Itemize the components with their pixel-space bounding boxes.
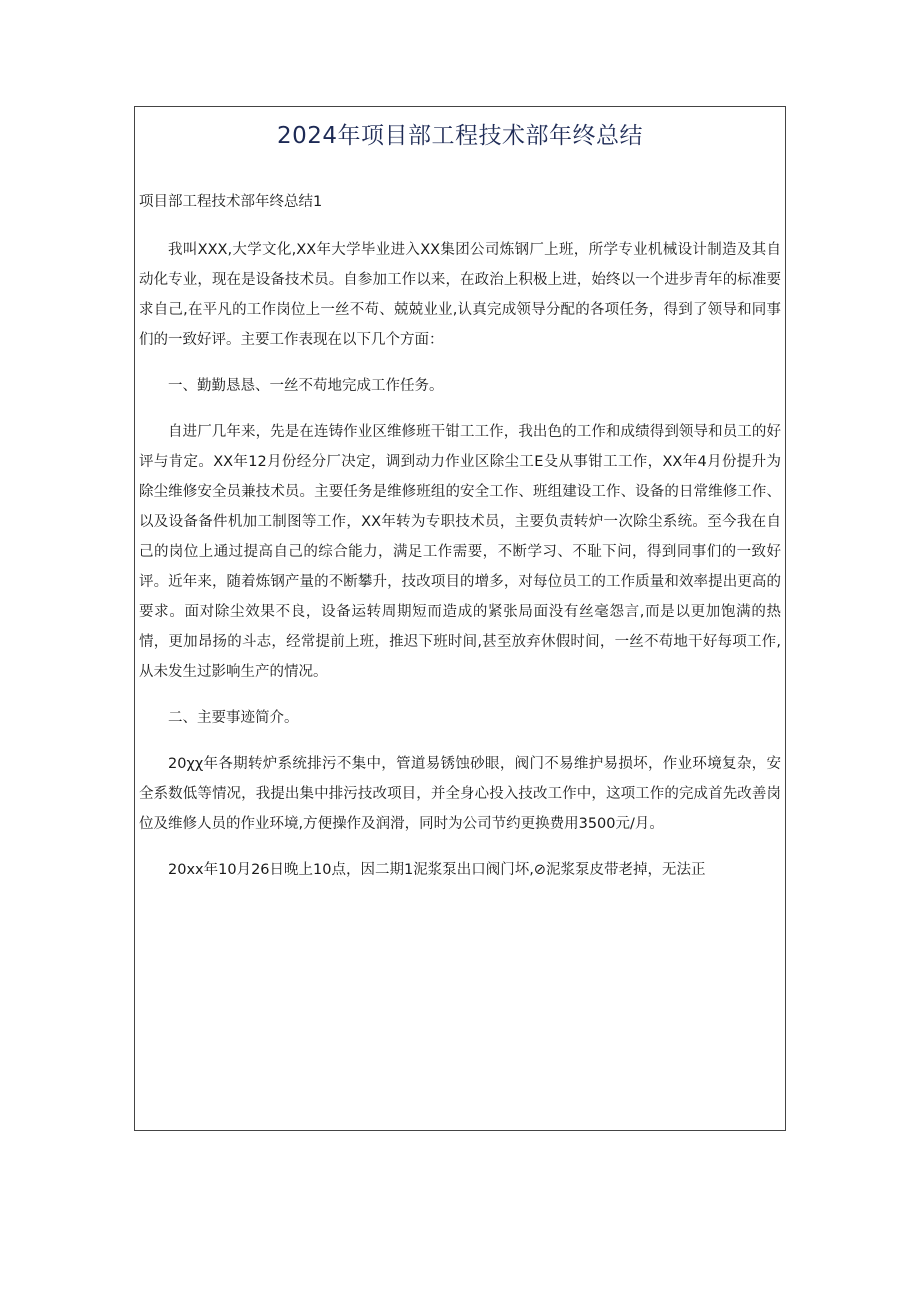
paragraph-drainage-project: 20χχ年各期转炉系统排污不集中，管道易锈蚀砂眼，阀门不易维护易损坏，作业环境复杂，安全系数低等情况，我提出集中排污技改项目，并全身心投入技改工作中，这项工作的完成首先改善岗位及维修人员的作业环境,方便操作及润滑，同时为公司节约更换费用3500元/月。	[139, 756, 781, 832]
section-title: 项目部工程技术部年终总结1	[139, 194, 323, 210]
document-page	[134, 106, 786, 1131]
paragraph-work-history: 自进厂几年来，先是在连铸作业区维修班干钳工工作，我出色的工作和成绩得到领导和员工的好评与肯定。XX年12月份经分厂决定，调到动力作业区除尘工E殳从事钳工工作，XX年4月份提升为除尘维修安全员兼技术员。主要任务是维修班组的安全工作、班组建设工作、设备的日常维修工作、以及设备备件机加工制图等工作，XX年转为专职技术员，主要负责转炉一次除尘系统。至今我在自己的岗位上通过提高自己的综合能力，满足工作需要，不断学习、不耻下问，得到同事们的一致好评。近年来，随着炼钢产量的不断攀升，技改项目的增多，对每位员工的工作质量和效率提出更高的要求。面对除尘效果不良，设备运转周期短而造成的紧张局面没有丝毫怨言,而是以更加饱满的热情，更加昂扬的斗志，经常提前上班，推迟下班时间,甚至放弃休假时间，一丝不苟地干好每项工作,从未发生过影响生产的情况。	[139, 424, 781, 680]
paragraph-intro: 我叫XXX,大学文化,XX年大学毕业进入XX集团公司炼钢厂上班，所学专业机械设计制造及其自动化专业，现在是设备技术员。自参加工作以来，在政治上积极上进，始终以一个进步青年的标准要求自己,在平凡的工作岗位上一丝不苟、兢兢业业,认真完成领导分配的各项任务，得到了领导和同事们的一致好评。主要工作表现在以下几个方面：	[139, 242, 781, 348]
heading-main-deeds: 二、主要事迹简介。	[168, 710, 299, 726]
document-title: 2024年项目部工程技术部年终总结	[276, 123, 644, 149]
heading-diligence: 一、勤勤恳恳、一丝不苟地完成工作任务。	[168, 378, 444, 394]
document-body	[139, 187, 781, 885]
paragraph-pump-incident: 20xx年10月26日晚上10点，因二期1泥浆泵出口阀门坏,⊘泥浆泵皮带老掉，无法正	[168, 862, 706, 878]
